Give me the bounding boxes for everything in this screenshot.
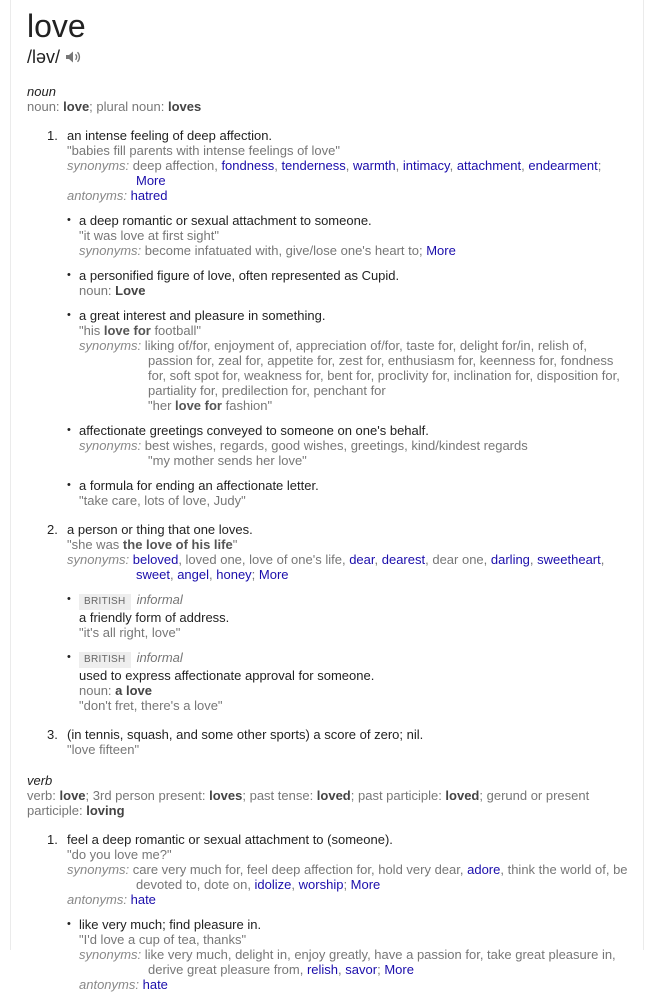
text-run: ; — [251, 567, 259, 582]
text-run: , — [338, 962, 346, 977]
synonyms-label: synonyms: — [79, 243, 142, 258]
pronunciation-row — [27, 46, 632, 68]
text-run: care very much for, feel deep affection for, hold very dear, — [132, 862, 468, 877]
subsense-item — [67, 308, 632, 413]
synonyms-label: synonyms: — [79, 947, 142, 962]
synonyms-list — [133, 158, 602, 173]
left-divider — [10, 0, 11, 950]
synonyms-label: synonyms: — [79, 338, 142, 353]
example — [79, 493, 632, 508]
antonyms-label: antonyms: — [67, 188, 127, 203]
synonyms-list — [145, 947, 616, 977]
synonym-link[interactable]: fondness — [221, 158, 275, 173]
text-run: football" — [150, 323, 201, 338]
antonyms-label: antonyms: — [67, 892, 127, 907]
synonym-link[interactable]: sweet — [136, 567, 170, 582]
text-run: ; — [597, 158, 602, 173]
bold-text: a love — [115, 683, 153, 698]
synonyms-label: synonyms: — [67, 158, 130, 173]
subsense-item — [67, 592, 632, 640]
bold-text: love for — [103, 323, 151, 338]
text-run: ; past participle: — [350, 788, 446, 803]
region-badge: BRITISH — [79, 652, 131, 668]
pronunciation: /ləv/ — [27, 47, 61, 67]
subsense-item — [67, 917, 632, 992]
example — [79, 698, 632, 713]
text-run: noun: — [27, 99, 64, 114]
bold-text: love — [59, 788, 86, 803]
text-run: ; past tense: — [242, 788, 317, 803]
grammar-forms — [79, 683, 632, 698]
register-label: informal — [136, 650, 183, 665]
bold-text: loves — [167, 99, 202, 114]
example — [79, 228, 632, 243]
more-synonyms-link[interactable]: More — [136, 173, 166, 188]
text-run: "don't fret, there's a love" — [79, 698, 223, 713]
synonym-link[interactable]: warmth — [353, 158, 396, 173]
text-run: verb: — [27, 788, 60, 803]
text-run: ; plural noun: — [89, 99, 168, 114]
synonym-link[interactable]: honey — [216, 567, 252, 582]
synonyms-row — [67, 862, 632, 892]
bold-text: loves — [209, 788, 243, 803]
synonym-link[interactable]: relish — [306, 962, 339, 977]
synonym-link[interactable]: savor — [345, 962, 378, 977]
sense-number: 1. — [47, 832, 58, 847]
synonym-link[interactable]: attachment — [456, 158, 522, 173]
synonym-link[interactable]: intimacy — [402, 158, 450, 173]
text-run: , — [345, 158, 353, 173]
synonyms-row — [79, 438, 632, 468]
definition: used to express affectionate approval for someone. — [79, 668, 375, 683]
text-run: "her — [148, 398, 176, 413]
definition: • a formula for ending an affectionate letter. — [79, 478, 319, 493]
sense-item — [27, 128, 632, 508]
definition: • a deep romantic or sexual attachment to someone. — [79, 213, 372, 228]
text-run: "take care, lots of love, Judy" — [79, 493, 246, 508]
bold-text: loved — [445, 788, 480, 803]
more-synonyms-link[interactable]: More — [384, 962, 414, 977]
synonyms-row — [67, 158, 632, 188]
synonym-link[interactable]: angel — [177, 567, 210, 582]
text-run: , — [395, 158, 403, 173]
bold-text: love for — [175, 398, 222, 413]
bold-text: Love — [115, 283, 146, 298]
speaker-icon[interactable] — [65, 50, 81, 64]
synonyms-list — [145, 338, 620, 398]
sense-item — [27, 522, 632, 713]
text-run: noun: — [79, 683, 116, 698]
synonym-link[interactable]: dearest — [381, 552, 426, 567]
synonyms-label: synonyms: — [67, 862, 130, 877]
subsense-item — [67, 423, 632, 468]
grammar-forms — [79, 283, 632, 298]
antonyms-row — [79, 977, 632, 992]
antonyms-row — [67, 188, 632, 203]
text-run: ; — [377, 962, 385, 977]
entries — [27, 84, 632, 992]
definition: • like very much; find pleasure in. — [79, 917, 262, 932]
text-run: , — [449, 158, 457, 173]
text-run: best wishes, regards, good wishes, greetings, kind/kindest regards — [144, 438, 528, 453]
example — [79, 323, 632, 338]
more-synonyms-link[interactable]: More — [258, 567, 289, 582]
definition: a friendly form of address. — [79, 610, 230, 625]
text-run: , loved one, love of one's life, — [178, 552, 350, 567]
headword: love — [27, 8, 86, 44]
register-row — [79, 592, 632, 610]
bold-text: loving — [86, 803, 125, 818]
synonym-example — [148, 398, 272, 413]
example — [79, 932, 632, 947]
synonym-example — [148, 453, 307, 468]
synonyms-row — [79, 243, 632, 258]
synonyms-label: synonyms: — [67, 552, 130, 567]
definition: an intense feeling of deep affection. — [67, 128, 273, 143]
more-synonyms-link[interactable]: More — [350, 877, 381, 892]
noun-pos-label: noun — [27, 84, 56, 99]
synonym-link[interactable]: beloved — [132, 552, 179, 567]
text-run: "I'd love a cup of tea, thanks" — [79, 932, 247, 947]
subsense-item — [67, 650, 632, 713]
text-run: , think the world of, be devoted to, dote on, — [136, 862, 628, 892]
text-run: ; gerund or present participle: — [27, 788, 590, 818]
example — [67, 742, 632, 757]
example — [67, 143, 632, 158]
synonyms-list — [145, 438, 528, 453]
text-run: noun: — [79, 283, 116, 298]
text-run: "she was — [67, 537, 123, 552]
antonym-link[interactable]: hatred — [130, 188, 168, 203]
subsense-item — [67, 213, 632, 258]
example — [67, 537, 632, 552]
synonyms-label: synonyms: — [79, 438, 142, 453]
synonyms-row — [67, 552, 632, 582]
example — [67, 847, 632, 862]
synonym-link[interactable]: endearment — [528, 158, 598, 173]
sense-number: 3. — [47, 727, 58, 742]
bold-text: the love of his life — [122, 537, 233, 552]
definition: a person or thing that one loves. — [67, 522, 253, 537]
synonyms-list — [145, 243, 426, 258]
antonym-link[interactable]: hate — [130, 892, 156, 907]
verb-pos-label: verb — [27, 773, 53, 788]
text-run: "it was love at first sight" — [79, 228, 219, 243]
sense-number: 1. — [47, 128, 58, 143]
text-run: , — [374, 552, 382, 567]
region-badge: BRITISH — [79, 594, 131, 610]
antonym-link[interactable]: hate — [142, 977, 168, 992]
synonym-link[interactable]: tenderness — [281, 158, 346, 173]
text-run: , dear one, — [425, 552, 491, 567]
text-run: like very much, delight in, enjoy greatly, have a passion for, take great pleasure in, derive great pleasure from, — [144, 947, 616, 977]
text-run: deep affection, — [132, 158, 222, 173]
antonyms-row — [67, 892, 632, 907]
synonym-link[interactable]: adore — [467, 862, 501, 877]
synonyms-list — [133, 552, 605, 582]
text-run: "babies fill parents with intense feelings of love" — [67, 143, 340, 158]
definition: feel a deep romantic or sexual attachment to (someone). — [67, 832, 393, 847]
synonym-link[interactable]: darling — [490, 552, 530, 567]
text-run: , — [521, 158, 529, 173]
dictionary-card — [27, 0, 632, 992]
text-run: " — [232, 537, 238, 552]
text-run: "love fifteen" — [67, 742, 140, 757]
text-run: "his — [79, 323, 104, 338]
noun-forms — [27, 99, 632, 114]
synonym-link[interactable]: dear — [349, 552, 375, 567]
text-run: fashion" — [221, 398, 273, 413]
definition: (in tennis, squash, and some other sports) a score of zero; nil. — [67, 727, 424, 742]
text-run: , — [291, 877, 299, 892]
text-run: , — [169, 567, 178, 582]
sense-item — [27, 727, 632, 757]
synonym-link[interactable]: worship — [298, 877, 344, 892]
sense-number: 2. — [47, 522, 58, 537]
right-divider — [643, 0, 644, 950]
antonyms-label: antonyms: — [79, 977, 139, 992]
synonym-link[interactable]: sweetheart — [537, 552, 601, 567]
text-run: "my mother sends her love" — [148, 453, 307, 468]
bold-text: loved — [316, 788, 351, 803]
text-run: ; — [343, 877, 351, 892]
example — [79, 625, 632, 640]
definition: • a personified figure of love, often represented as Cupid. — [79, 268, 400, 283]
text-run: , — [600, 552, 605, 567]
text-run: , — [274, 158, 282, 173]
text-run: ; 3rd person present: — [85, 788, 210, 803]
text-run: "it's all right, love" — [79, 625, 181, 640]
text-run: , — [529, 552, 538, 567]
subsense-item — [67, 478, 632, 508]
verb-forms — [27, 788, 632, 818]
synonyms-row — [79, 947, 632, 977]
text-run: liking of/for, enjoyment of, appreciation of/for, taste for, delight for/in, relish of, passion for, zeal for, appetite for, zest for, enthusiasm for, keenness for, fondness for, soft spot for, weakness for, bent for, proclivity for, inclination for, disposition for, partiality for, predilection for, penchant for — [144, 338, 620, 398]
definition: • a great interest and pleasure in something. — [79, 308, 326, 323]
text-run: become infatuated with, give/lose one's heart to; — [144, 243, 427, 258]
text-run: , — [209, 567, 217, 582]
register-label: informal — [136, 592, 183, 607]
register-row — [79, 650, 632, 668]
text-run: "do you love me?" — [67, 847, 172, 862]
more-synonyms-link[interactable]: More — [426, 243, 456, 258]
bold-text: love — [63, 99, 90, 114]
subsense-item — [67, 268, 632, 298]
definition: • affectionate greetings conveyed to someone on one's behalf. — [79, 423, 429, 438]
synonyms-row — [79, 338, 632, 413]
sense-item — [27, 832, 632, 992]
synonym-link[interactable]: idolize — [254, 877, 292, 892]
